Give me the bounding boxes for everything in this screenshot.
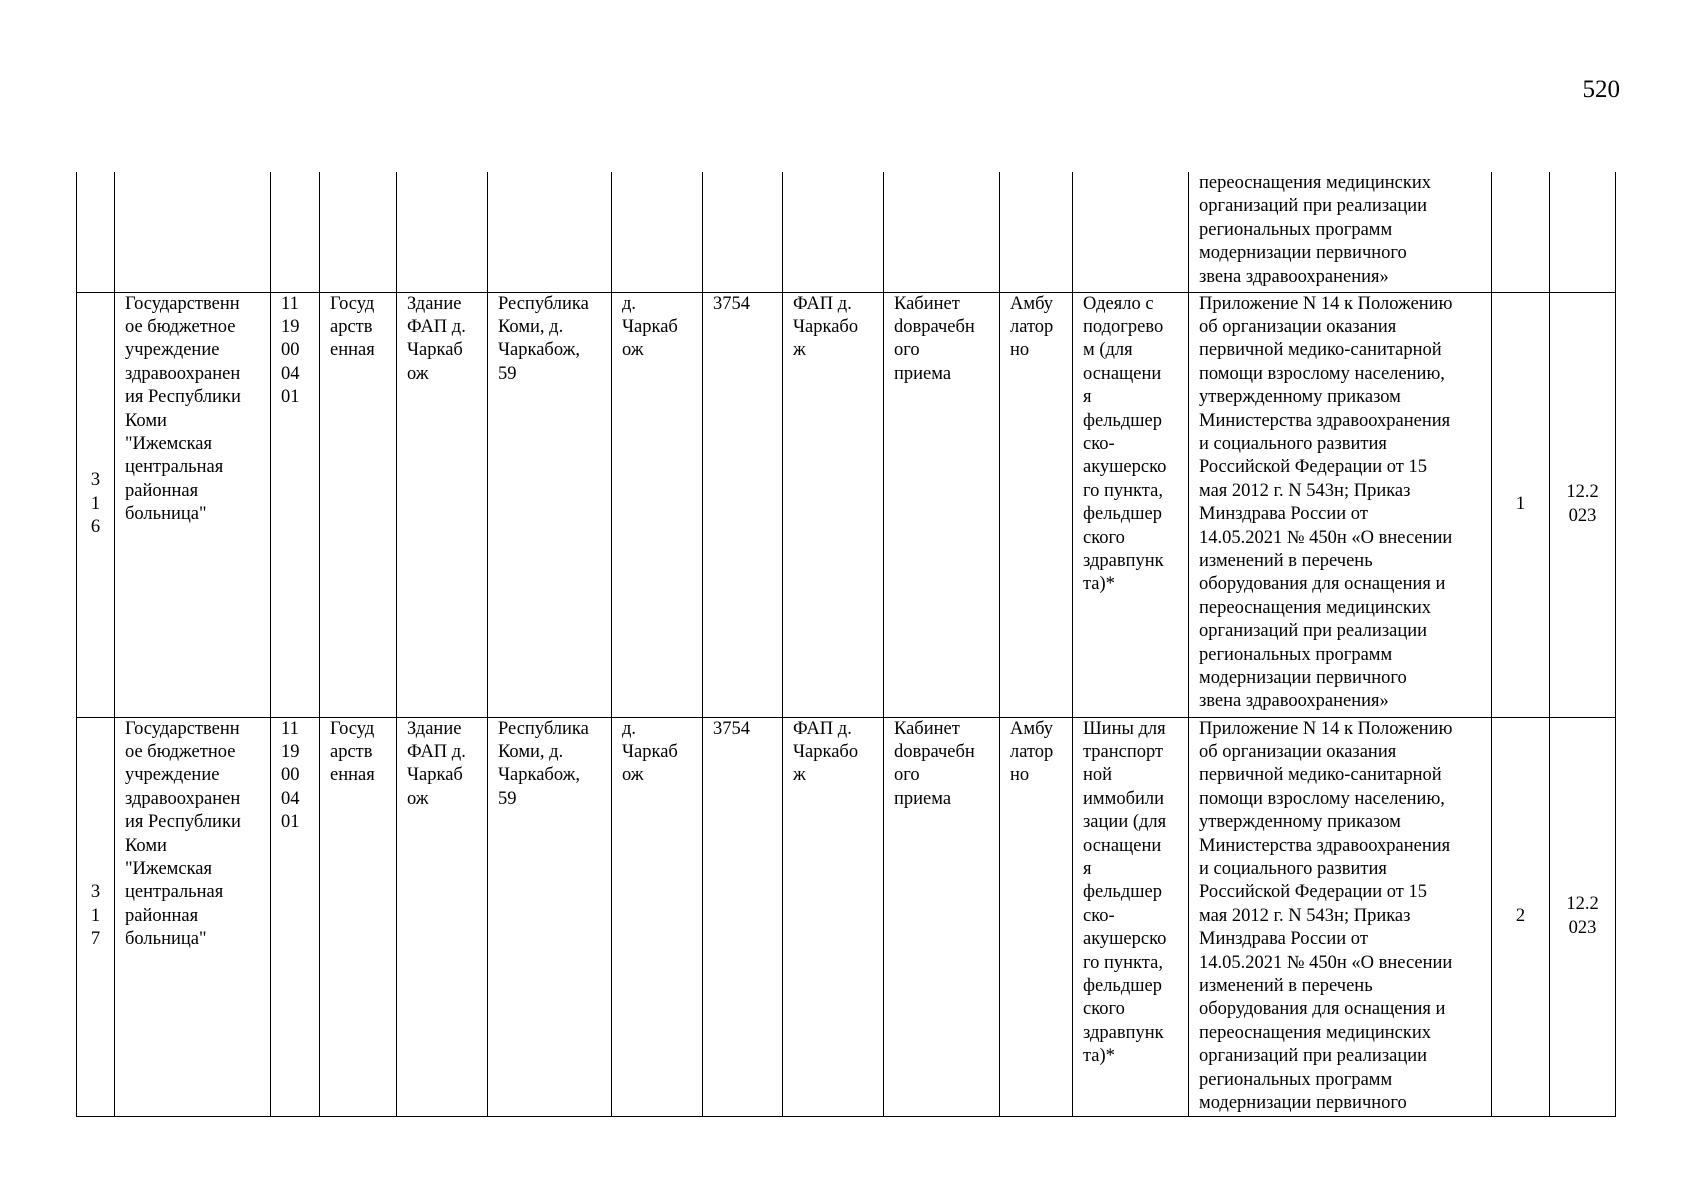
page-number: 520 [1582,76,1620,103]
cell-code: 11 19 00 04 01 [271,292,320,717]
cell-room: Кабинет dоврачебн ого приема [884,292,1000,717]
cell-org [115,172,271,292]
cell-unit: ФАП д. Чаркабо ж [783,717,884,1116]
cell-date: 12.2 023 [1550,717,1616,1116]
cell-org: Государственн ое бюджетное учреждение здравоохранен ия Республики Коми "Ижемская центральная районная больница" [115,292,271,717]
cell-address [488,172,612,292]
cell-org: Государственн ое бюджетное учреждение здравоохранен ия Республики Коми "Ижемская центральная районная больница" [115,717,271,1116]
table-row [77,717,1616,1116]
cell-code: 11 19 00 04 01 [271,717,320,1116]
cell-room [884,172,1000,292]
cell-building: Здание ФАП д. Чаркаб ож [397,292,488,717]
cell-ownership: Госуд арств енная [320,292,397,717]
cell-basis: Приложение N 14 к Положению об организации оказания первичной медико-санитарной помощи взрослому населению, утвержденному приказом Министерства здравоохранения и социального развития Российской Федерации от 15 мая 2012 г. N 543н; Приказ Минздрава России от 14.05.2021 № 450н «О внесении изменений в перечень оборудования для оснащения и переоснащения медицинских организаций при реализации региональных программ модернизации первичного звена здравоохранения» [1189,292,1492,717]
cell-building [397,172,488,292]
cell-mode: Амбу латор но [1000,292,1073,717]
cell-building: Здание ФАП д. Чаркаб ож [397,717,488,1116]
cell-locality-code: 3754 [703,292,783,717]
cell-num: 3 1 7 [77,717,115,1116]
cell-unit [783,172,884,292]
cell-num: 3 1 6 [77,292,115,717]
cell-date: 12.2 023 [1550,292,1616,717]
cell-basis: переоснащения медицинских организаций при реализации региональных программ модернизации первичного звена здравоохранения» [1189,172,1492,292]
cell-locality: д. Чаркаб ож [612,717,703,1116]
cell-equipment [1073,172,1189,292]
cell-room: Кабинет dоврачебн ого приема [884,717,1000,1116]
cell-qty: 1 [1492,292,1550,717]
cell-code [271,172,320,292]
cell-equipment: Одеяло с подогрево м (для оснащени я фельдшер ско- акушерско го пункта, фельдшер ского здравпунк та)* [1073,292,1189,717]
cell-qty: 2 [1492,717,1550,1116]
equipment-table [76,172,1616,1117]
cell-ownership [320,172,397,292]
cell-mode: Амбу латор но [1000,717,1073,1116]
cell-address: Республика Коми, д. Чаркабож, 59 [488,717,612,1116]
cell-date [1550,172,1616,292]
table-row [77,292,1616,717]
cell-mode [1000,172,1073,292]
cell-ownership: Госуд арств енная [320,717,397,1116]
cell-address: Республика Коми, д. Чаркабож, 59 [488,292,612,717]
cell-locality: д. Чаркаб ож [612,292,703,717]
cell-basis: Приложение N 14 к Положению об организации оказания первичной медико-санитарной помощи взрослому населению, утвержденному приказом Министерства здравоохранения и социального развития Российской Федерации от 15 мая 2012 г. N 543н; Приказ Минздрава России от 14.05.2021 № 450н «О внесении изменений в перечень оборудования для оснащения и переоснащения медицинских организаций при реализации региональных программ модернизации первичного [1189,717,1492,1116]
cell-locality-code [703,172,783,292]
table-row-continuation [77,172,1616,292]
cell-equipment: Шины для транспорт ной иммобили зации (для оснащени я фельдшер ско- акушерско го пункта, фельдшер ского здравпунк та)* [1073,717,1189,1116]
cell-num [77,172,115,292]
cell-unit: ФАП д. Чаркабо ж [783,292,884,717]
cell-qty [1492,172,1550,292]
cell-locality [612,172,703,292]
cell-locality-code: 3754 [703,717,783,1116]
